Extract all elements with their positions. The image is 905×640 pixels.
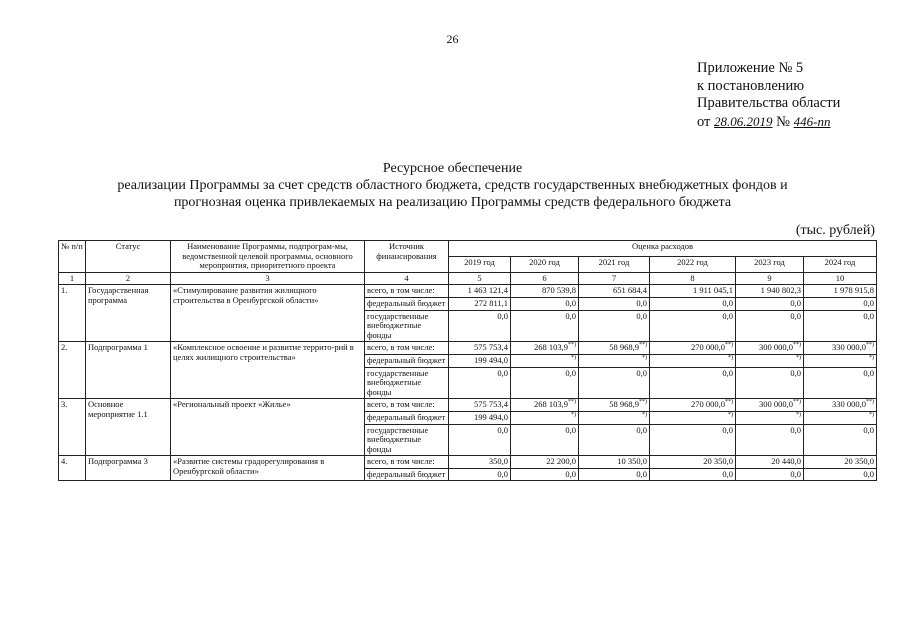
column-number: 6 xyxy=(511,272,579,285)
row-program-name: «Комплексное освоение и развитие террито-рий в целях жилищного строительства» xyxy=(171,342,365,399)
row-value: 330 000,0**) xyxy=(804,399,877,412)
document-title xyxy=(0,160,905,211)
row-program-name: «Развитие системы градорегулирования в Оренбургской области» xyxy=(171,456,365,481)
row-value: 300 000,0**) xyxy=(736,342,804,355)
row-value: 0,0 xyxy=(449,468,511,481)
row-value xyxy=(650,411,736,424)
row-value: 20 440,0 xyxy=(736,456,804,469)
row-funding-source: федеральный бюджет xyxy=(365,468,449,481)
row-value xyxy=(579,354,650,367)
row-status: Подпрограмма 3 xyxy=(86,456,171,481)
row-value: 0,0 xyxy=(511,367,579,399)
row-value: 20 350,0 xyxy=(804,456,877,469)
row-value: 0,0 xyxy=(804,468,877,481)
row-value: 270 000,0**) xyxy=(650,342,736,355)
row-funding-source: всего, в том числе: xyxy=(365,456,449,469)
column-number: 9 xyxy=(736,272,804,285)
footnote-marker: *) xyxy=(728,412,733,419)
appendix-line-2: к постановлению xyxy=(697,77,805,94)
header-source: Источник финансирования xyxy=(365,241,449,273)
appendix-line-3: Правительства области xyxy=(697,95,841,111)
row-status: Государственная программа xyxy=(86,285,171,342)
table-row xyxy=(59,456,877,469)
footnote-marker: *) xyxy=(642,355,647,362)
table-row xyxy=(59,342,877,355)
row-value xyxy=(579,411,650,424)
column-numbers-row xyxy=(59,272,877,285)
resource-table xyxy=(58,240,877,481)
row-value: 0,0 xyxy=(511,310,579,342)
row-value: 0,0 xyxy=(650,468,736,481)
footnote-marker: *) xyxy=(571,355,576,362)
page-number: 26 xyxy=(446,32,459,46)
number-label: № xyxy=(776,113,790,130)
header-year: 2021 год xyxy=(579,256,650,272)
row-value: 1 978 915,8 xyxy=(804,285,877,298)
row-value: 272 811,1 xyxy=(449,297,511,310)
header-year: 2019 год xyxy=(449,256,511,272)
appendix-line-1: Приложение № 5 xyxy=(697,60,804,76)
footnote-marker: *) xyxy=(642,412,647,419)
row-value: 1 463 121,4 xyxy=(449,285,511,298)
row-funding-source: всего, в том числе: xyxy=(365,399,449,412)
row-value: 270 000,0**) xyxy=(650,399,736,412)
header-year: 2024 год xyxy=(804,256,877,272)
row-value: 58 968,9**) xyxy=(579,399,650,412)
title-line-2: реализации Программы за счет средств областного бюджета, средств государственных внебюджетных фондов и xyxy=(117,178,788,193)
row-funding-source: всего, в том числе: xyxy=(365,285,449,298)
row-funding-source: федеральный бюджет xyxy=(365,411,449,424)
row-value: 0,0 xyxy=(579,468,650,481)
table-row xyxy=(59,285,877,298)
row-funding-source: государственные внебюджетные фонды xyxy=(365,424,449,456)
row-funding-source: федеральный бюджет xyxy=(365,297,449,310)
row-value: 0,0 xyxy=(736,468,804,481)
row-value xyxy=(511,411,579,424)
row-value xyxy=(804,354,877,367)
row-value: 0,0 xyxy=(650,424,736,456)
row-value: 0,0 xyxy=(804,310,877,342)
row-value: 0,0 xyxy=(449,367,511,399)
row-value: 0,0 xyxy=(736,367,804,399)
row-value: 300 000,0**) xyxy=(736,399,804,412)
table-body xyxy=(59,285,877,481)
column-number: 10 xyxy=(804,272,877,285)
row-value: 199 494,0 xyxy=(449,354,511,367)
column-number: 7 xyxy=(579,272,650,285)
row-number: 4. xyxy=(59,456,86,481)
footnote-marker: *) xyxy=(571,412,576,419)
row-value: 199 494,0 xyxy=(449,411,511,424)
row-funding-source: государственные внебюджетные фонды xyxy=(365,367,449,399)
header-year: 2023 год xyxy=(736,256,804,272)
header-num: № п/п xyxy=(59,241,86,273)
row-value: 268 103,9**) xyxy=(511,399,579,412)
row-value: 651 684,4 xyxy=(579,285,650,298)
row-value: 0,0 xyxy=(449,424,511,456)
row-value: 0,0 xyxy=(579,310,650,342)
row-value: 0,0 xyxy=(579,367,650,399)
footnote-marker: **) xyxy=(725,342,733,349)
row-program-name: «Региональный проект «Жилье» xyxy=(171,399,365,456)
footnote-marker: **) xyxy=(866,342,875,349)
row-value xyxy=(804,411,877,424)
appendix-date-line xyxy=(697,113,840,132)
row-value: 0,0 xyxy=(804,367,877,399)
row-value: 20 350,0 xyxy=(650,456,736,469)
header-name: Наименование Программы, подпрограм-мы, ведомственной целевой программы, основного мероприятия, приоритетного проекта xyxy=(171,241,365,273)
title-line-1: Ресурсное обеспечение xyxy=(382,161,523,176)
row-value: 0,0 xyxy=(511,424,579,456)
footnote-marker: **) xyxy=(568,399,576,406)
row-value: 10 350,0 xyxy=(579,456,650,469)
row-program-name: «Стимулирование развития жилищного строительства в Оренбургской области» xyxy=(171,285,365,342)
row-value xyxy=(736,411,804,424)
row-value: 575 753,4 xyxy=(449,342,511,355)
resolution-date: 28.06.2019 xyxy=(714,113,773,129)
footnote-marker: *) xyxy=(796,412,801,419)
row-value: 0,0 xyxy=(650,310,736,342)
column-number: 1 xyxy=(59,272,86,285)
row-funding-source: всего, в том числе: xyxy=(365,342,449,355)
row-value: 0,0 xyxy=(449,310,511,342)
row-value: 0,0 xyxy=(736,424,804,456)
footnote-marker: **) xyxy=(793,342,801,349)
column-number: 5 xyxy=(449,272,511,285)
row-value: 0,0 xyxy=(804,297,877,310)
row-value: 0,0 xyxy=(511,468,579,481)
row-value xyxy=(736,354,804,367)
row-value: 0,0 xyxy=(650,367,736,399)
header-estimate: Оценка расходов xyxy=(449,241,877,257)
units-label: (тыс. рублей) xyxy=(795,223,875,238)
from-label: от xyxy=(697,113,711,130)
row-status: Основное мероприятие 1.1 xyxy=(86,399,171,456)
footnote-marker: *) xyxy=(869,412,875,419)
row-value: 268 103,9**) xyxy=(511,342,579,355)
column-number: 4 xyxy=(365,272,449,285)
row-value: 22 200,0 xyxy=(511,456,579,469)
footnote-marker: **) xyxy=(793,399,801,406)
footnote-marker: *) xyxy=(869,355,875,362)
header-status: Статус xyxy=(86,241,171,273)
footnote-marker: **) xyxy=(725,399,733,406)
row-value: 1 911 045,1 xyxy=(650,285,736,298)
row-number: 2. xyxy=(59,342,86,399)
footnote-marker: **) xyxy=(568,342,576,349)
footnote-marker: *) xyxy=(728,355,733,362)
row-value: 0,0 xyxy=(579,424,650,456)
table-row xyxy=(59,399,877,412)
row-value: 0,0 xyxy=(736,297,804,310)
row-value: 0,0 xyxy=(804,424,877,456)
footnote-marker: **) xyxy=(866,399,875,406)
footnote-marker: **) xyxy=(639,342,647,349)
row-number: 1. xyxy=(59,285,86,342)
row-value: 870 539,8 xyxy=(511,285,579,298)
footnote-marker: **) xyxy=(639,399,647,406)
row-value: 0,0 xyxy=(579,297,650,310)
header-year: 2020 год xyxy=(511,256,579,272)
row-value: 0,0 xyxy=(736,310,804,342)
column-number: 8 xyxy=(650,272,736,285)
title-line-3: прогнозная оценка привлекаемых на реализацию Программы средств федерального бюджета xyxy=(173,195,732,210)
row-value: 575 753,4 xyxy=(449,399,511,412)
appendix-block xyxy=(697,60,840,131)
row-value: 0,0 xyxy=(650,297,736,310)
row-funding-source: государственные внебюджетные фонды xyxy=(365,310,449,342)
row-value: 0,0 xyxy=(511,297,579,310)
row-value: 330 000,0**) xyxy=(804,342,877,355)
footnote-marker: *) xyxy=(796,355,801,362)
row-value: 58 968,9**) xyxy=(579,342,650,355)
row-number: 3. xyxy=(59,399,86,456)
row-value xyxy=(650,354,736,367)
row-value: 1 940 802,3 xyxy=(736,285,804,298)
column-number: 2 xyxy=(86,272,171,285)
column-number: 3 xyxy=(171,272,365,285)
row-status: Подпрограмма 1 xyxy=(86,342,171,399)
row-funding-source: федеральный бюджет xyxy=(365,354,449,367)
row-value: 350,0 xyxy=(449,456,511,469)
header-row xyxy=(59,241,877,257)
resolution-number: 446-пп xyxy=(793,113,831,129)
row-value xyxy=(511,354,579,367)
header-year: 2022 год xyxy=(650,256,736,272)
